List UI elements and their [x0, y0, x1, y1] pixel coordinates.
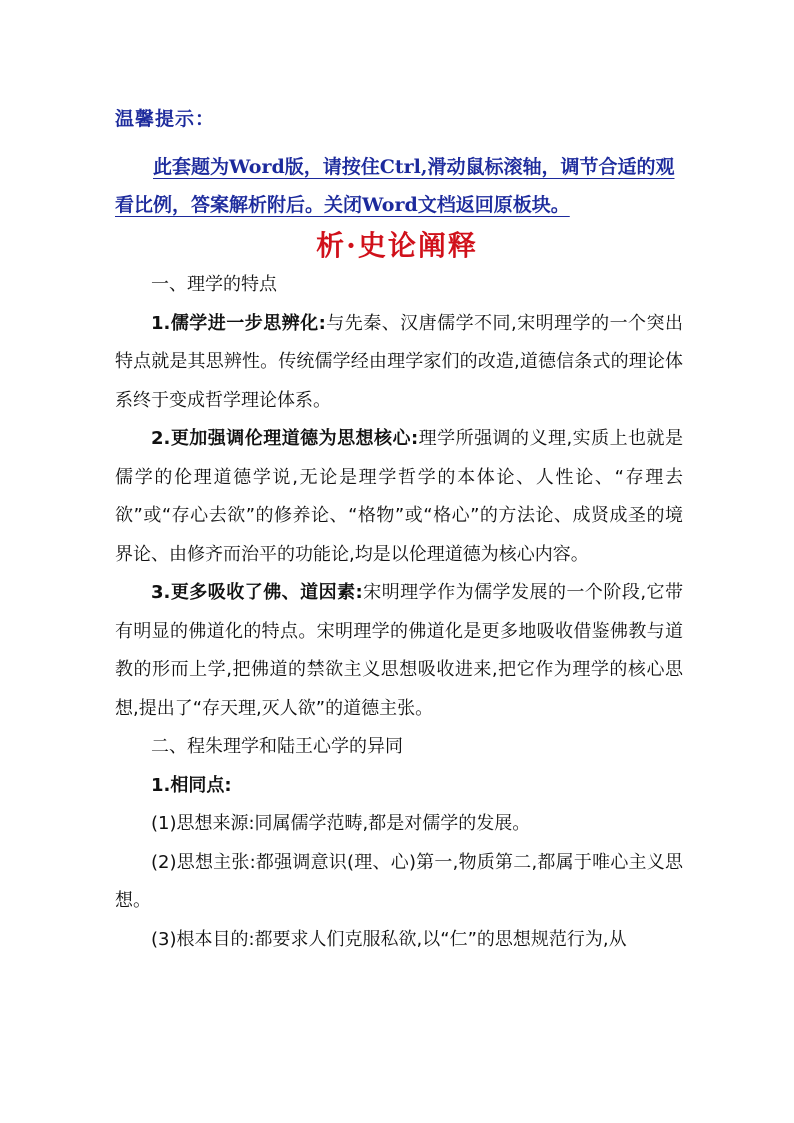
paragraph-3 — [115, 574, 683, 728]
paragraph-1-lead: 1.儒学进一步思辨化: — [151, 312, 326, 334]
notice-body: 此套题为Word版，请按住Ctrl,滑动鼠标滚轴，调节合适的观看比例，答案解析附后。关闭Word文档返回原板块。 — [115, 156, 675, 216]
heading-comparison: 二、程朱理学和陆王心学的异同 — [151, 736, 403, 757]
heading-similarities — [115, 767, 683, 806]
paragraph-1 — [115, 305, 683, 421]
similarity-2: (2)思想主张:都强调意识(理、心)第一,物质第二,都属于唯心主义思想。 — [115, 851, 683, 911]
paragraph-3-lead: 3.更多吸收了佛、道因素: — [151, 582, 363, 603]
paragraph-2-text: 理学所强调的义理,实质上也就是儒学的伦理道德学说,无论是理学哲学的本体论、人性论、“存理去欲”或“存心去欲”的修养论、“格物”或“格心”的方法论、成贤成圣的境界论、由修齐而治平的功能论,均是以伦理道德为核心内容。 — [115, 428, 683, 565]
section-heading: 析·史论阐释 — [316, 229, 478, 262]
content-body — [115, 266, 683, 959]
paragraph-3-text: 宋明理学作为儒学发展的一个阶段,它带有明显的佛道化的特点。宋明理学的佛道化是更多地吸收借鉴佛教与道教的形而上学,把佛道的禁欲主义思想吸收进来,把它作为理学的核心思想,提出了“存天理,灭人欲”的道德主张。 — [115, 582, 683, 719]
heading-similarities-label: 1.相同点: — [151, 774, 232, 796]
paragraph-2-lead: 2.更加强调伦理道德为思想核心: — [151, 428, 419, 449]
similarity-3: (3)根本目的:都要求人们克服私欲,以“仁”的思想规范行为,从 — [151, 928, 627, 950]
paragraph-1-text: 与先秦、汉唐儒学不同,宋明理学的一个突出特点就是其思辨性。传统儒学经由理学家们的改造,道德信条式的理论体系终于变成哲学理论体系。 — [115, 312, 683, 411]
notice-title: 温馨提示： — [115, 108, 216, 130]
similarity-1: (1)思想来源:同属儒学范畴,都是对儒学的发展。 — [151, 813, 531, 834]
paragraph-2 — [115, 420, 683, 574]
heading-theory-features: 一、理学的特点 — [151, 274, 277, 295]
